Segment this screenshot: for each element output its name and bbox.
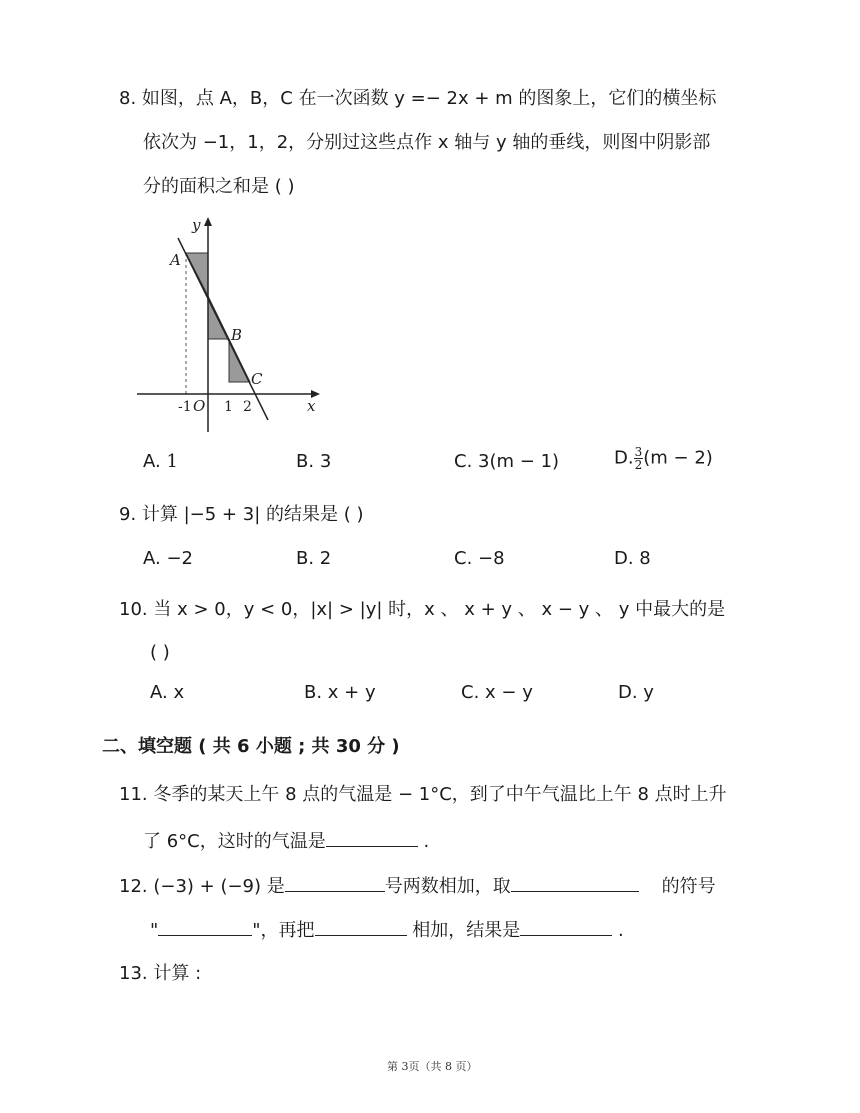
tick-1-label: 1	[224, 399, 233, 415]
point-b-label: B	[231, 326, 243, 344]
q10-option-b[interactable]: B. x + y	[304, 682, 376, 703]
q8-option-c[interactable]	[454, 450, 559, 474]
section-title: 二、填空题 ( 共 6 小题 ; 共 30 分 )	[102, 736, 400, 757]
page-footer: 第 3页（共 8 页）	[387, 1060, 478, 1073]
q8-option-a[interactable]	[143, 450, 178, 474]
q12-period: .	[612, 920, 624, 941]
q10-option-c[interactable]: C. x − y	[461, 682, 533, 703]
y-axis-arrow	[204, 217, 212, 226]
q12-line2	[150, 917, 624, 943]
q8-option-b[interactable]	[296, 450, 331, 474]
point-a-label: A	[170, 251, 181, 269]
q9-option-c[interactable]: C. −8	[454, 548, 505, 569]
shade-triangle-b	[208, 296, 229, 339]
q12-text: 的符号	[661, 876, 716, 897]
option-value: (m − 2)	[643, 447, 713, 469]
q12-blank-5[interactable]	[520, 917, 612, 936]
fraction	[634, 446, 644, 471]
option-value: 3(m − 1)	[478, 451, 560, 472]
q9-option-b[interactable]: B. 2	[296, 548, 332, 569]
option-letter: A.	[143, 451, 161, 472]
option-letter: D.	[614, 447, 634, 469]
q12-text: 相加，结果是	[412, 920, 521, 941]
q11-text: 了 6°C，这时的气温是	[143, 831, 326, 852]
q8-line3: 分的面积之和是 ( )	[143, 176, 295, 197]
q12-blank-4[interactable]	[315, 917, 407, 936]
q12-text: "，再把	[252, 920, 315, 941]
option-value: 3	[319, 451, 332, 472]
tick-neg1-label: -1	[178, 399, 192, 415]
option-letter: C.	[454, 451, 473, 472]
q12-blank-3[interactable]	[158, 917, 252, 936]
q11-answer-blank[interactable]	[326, 828, 418, 847]
q12-quote-open: "	[150, 920, 159, 941]
fraction-numerator: 3	[634, 445, 643, 459]
x-axis-label: x	[307, 397, 316, 415]
q8-line2: 依次为 −1，1，2，分别过这些点作 x 轴与 y 轴的垂线，则图中阴影部	[143, 132, 711, 153]
q10-line1: 10. 当 x > 0，y < 0，|x| > |y| 时，x 、 x + y 、 x − y 、 y 中最大的是	[119, 599, 726, 620]
q8-line1: 8. 如图，点 A，B，C 在一次函数 y =− 2x + m 的图象上，它们的横坐标	[119, 88, 717, 109]
fraction-denominator: 2	[634, 458, 643, 472]
point-c-label: C	[251, 370, 263, 388]
q11-line2	[143, 828, 429, 854]
q12-blank-1[interactable]	[285, 873, 385, 892]
option-value: 1	[166, 451, 178, 472]
q9-stem: 9. 计算 |−5 + 3| 的结果是 ( )	[119, 504, 364, 525]
q11-line1: 11. 冬季的某天上午 8 点的气温是 − 1°C，到了中午气温比上午 8 点时上升	[119, 784, 727, 805]
q11-period: .	[417, 831, 430, 852]
q12-text: 12. (−3) + (−9) 是	[119, 876, 285, 897]
q12-text: 号两数相加，取	[384, 876, 511, 897]
q8-option-d[interactable]	[614, 446, 713, 471]
q9-option-a[interactable]: A. −2	[143, 548, 193, 569]
option-letter: B.	[296, 451, 315, 472]
q13-stem: 13. 计算 :	[119, 963, 202, 984]
q12-blank-2[interactable]	[511, 873, 639, 892]
function-line	[178, 238, 268, 420]
q12-line1	[119, 873, 716, 899]
q10-line2: ( )	[150, 642, 170, 663]
origin-label: O	[193, 397, 206, 415]
q8-figure	[130, 212, 325, 434]
y-axis-label: y	[192, 216, 201, 234]
tick-2-label: 2	[243, 399, 252, 415]
q10-option-d[interactable]: D. y	[618, 682, 654, 703]
q10-option-a[interactable]: A. x	[150, 682, 185, 703]
q9-option-d[interactable]: D. 8	[614, 548, 651, 569]
